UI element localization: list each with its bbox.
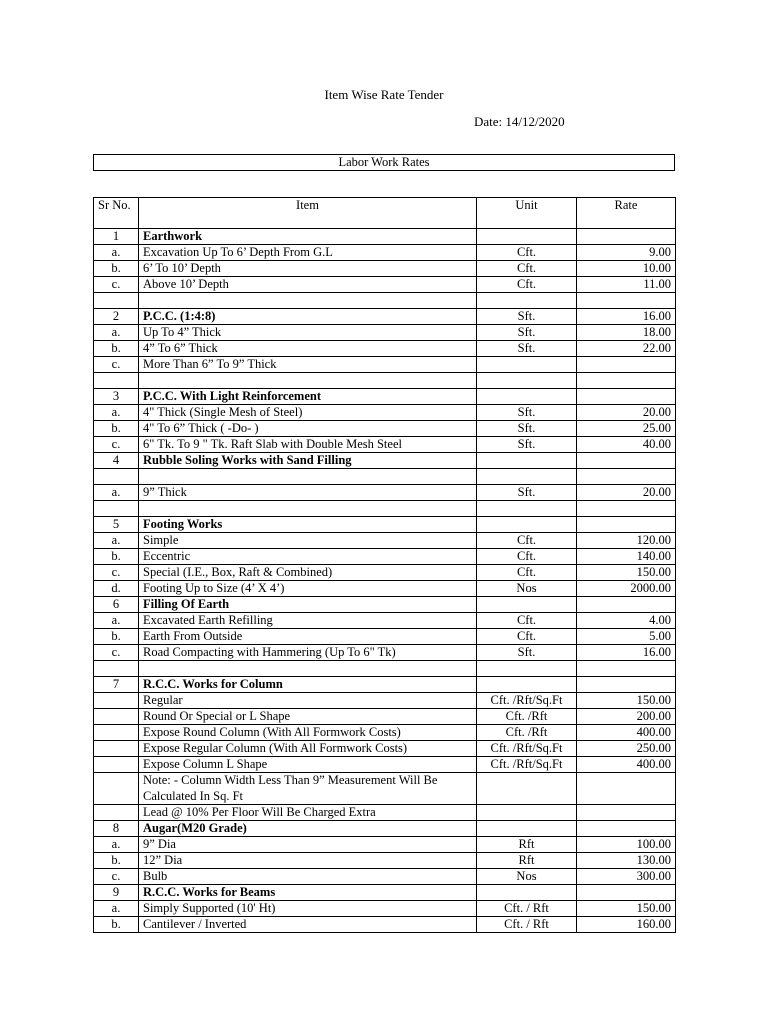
row-item: Up To 4” Thick [139, 325, 477, 341]
row-item: Footing Works [139, 517, 477, 533]
row-item: Simply Supported (10' Ht) [139, 901, 477, 917]
row-item [139, 501, 477, 517]
row-unit: Sft. [477, 485, 577, 501]
row-unit: Cft. /Rft/Sq.Ft [477, 693, 577, 709]
row-unit [477, 389, 577, 405]
row-sr: c. [94, 437, 139, 453]
row-unit: Cft. [477, 549, 577, 565]
row-unit: Cft. /Rft/Sq.Ft [477, 757, 577, 773]
table-row [94, 245, 676, 261]
row-item [139, 373, 477, 389]
row-item: P.C.C. (1:4:8) [139, 309, 477, 325]
row-rate: 300.00 [577, 869, 676, 885]
row-rate: 120.00 [577, 533, 676, 549]
table-title: Labor Work Rates [93, 154, 675, 171]
table-row [94, 421, 676, 437]
row-sr: a. [94, 837, 139, 853]
table-row [94, 325, 676, 341]
header-unit: Unit [477, 198, 577, 229]
row-item: Augar(M20 Grade) [139, 821, 477, 837]
row-item: Special (I.E., Box, Raft & Combined) [139, 565, 477, 581]
row-item: Expose Column L Shape [139, 757, 477, 773]
row-sr: 5 [94, 517, 139, 533]
row-unit: Cft. / Rft [477, 917, 577, 933]
table-row [94, 469, 676, 485]
row-sr: 3 [94, 389, 139, 405]
header-rate: Rate [577, 198, 676, 229]
table-row [94, 853, 676, 869]
row-sr [94, 501, 139, 517]
table-row [94, 293, 676, 309]
row-rate: 9.00 [577, 245, 676, 261]
row-rate: 200.00 [577, 709, 676, 725]
document-title: Item Wise Rate Tender [324, 87, 444, 102]
row-sr: 8 [94, 821, 139, 837]
row-unit: Cft. [477, 245, 577, 261]
table-row [94, 901, 676, 917]
row-rate: 150.00 [577, 565, 676, 581]
row-rate [577, 501, 676, 517]
row-item: 9” Thick [139, 485, 477, 501]
row-rate: 16.00 [577, 645, 676, 661]
row-unit [477, 501, 577, 517]
row-sr [94, 373, 139, 389]
row-sr: 4 [94, 453, 139, 469]
row-rate: 4.00 [577, 613, 676, 629]
row-item: Rubble Soling Works with Sand Filling [139, 453, 477, 469]
row-sr: c. [94, 565, 139, 581]
row-sr: 7 [94, 677, 139, 693]
row-rate: 10.00 [577, 261, 676, 277]
row-unit: Sft. [477, 645, 577, 661]
row-item [139, 293, 477, 309]
row-item: Cantilever / Inverted [139, 917, 477, 933]
row-rate: 150.00 [577, 693, 676, 709]
row-sr: b. [94, 917, 139, 933]
row-item: Excavation Up To 6’ Depth From G.L [139, 245, 477, 261]
table-row [94, 741, 676, 757]
row-unit: Cft. [477, 613, 577, 629]
row-sr: a. [94, 325, 139, 341]
row-unit [477, 469, 577, 485]
row-sr: a. [94, 613, 139, 629]
row-sr: c. [94, 277, 139, 293]
row-item: Expose Round Column (With All Formwork Costs) [139, 725, 477, 741]
table-row [94, 629, 676, 645]
row-unit: Nos [477, 869, 577, 885]
table-row [94, 693, 676, 709]
table-row [94, 757, 676, 773]
row-item: 6" Tk. To 9 " Tk. Raft Slab with Double Mesh Steel [139, 437, 477, 453]
row-unit: Cft. [477, 565, 577, 581]
row-item: Above 10’ Depth [139, 277, 477, 293]
section-row [94, 821, 676, 837]
row-rate [577, 469, 676, 485]
row-unit: Cft. [477, 277, 577, 293]
row-sr [94, 725, 139, 741]
table-row [94, 405, 676, 421]
row-unit: Nos [477, 581, 577, 597]
row-item: Excavated Earth Refilling [139, 613, 477, 629]
row-sr: b. [94, 421, 139, 437]
section-row [94, 597, 676, 613]
table-row [94, 261, 676, 277]
row-rate [577, 517, 676, 533]
row-sr: b. [94, 549, 139, 565]
row-rate [577, 453, 676, 469]
table-row [94, 773, 676, 805]
row-sr: a. [94, 485, 139, 501]
row-item: Note: - Column Width Less Than 9” Measurement Will Be Calculated In Sq. Ft [139, 773, 477, 805]
row-unit: Sft. [477, 325, 577, 341]
header-sr: Sr No. [94, 198, 139, 229]
section-row [94, 389, 676, 405]
row-rate [577, 357, 676, 373]
row-item: 12” Dia [139, 853, 477, 869]
row-rate [577, 229, 676, 245]
row-sr: a. [94, 245, 139, 261]
row-sr [94, 709, 139, 725]
row-item: Regular [139, 693, 477, 709]
row-rate: 5.00 [577, 629, 676, 645]
row-unit: Cft. [477, 261, 577, 277]
table-row [94, 549, 676, 565]
row-sr: b. [94, 629, 139, 645]
table-row [94, 661, 676, 677]
table-row [94, 837, 676, 853]
row-item: P.C.C. With Light Reinforcement [139, 389, 477, 405]
row-unit: Cft. /Rft [477, 709, 577, 725]
row-unit [477, 677, 577, 693]
row-unit [477, 357, 577, 373]
section-row [94, 677, 676, 693]
row-rate: 11.00 [577, 277, 676, 293]
row-unit [477, 885, 577, 901]
table-row [94, 485, 676, 501]
row-rate [577, 677, 676, 693]
row-sr [94, 773, 139, 805]
row-sr [94, 693, 139, 709]
row-item: R.C.C. Works for Column [139, 677, 477, 693]
table-body [94, 229, 676, 933]
row-unit: Sft. [477, 437, 577, 453]
row-item: Eccentric [139, 549, 477, 565]
row-rate: 25.00 [577, 421, 676, 437]
row-item: 4” To 6” Thick [139, 341, 477, 357]
row-item: Road Compacting with Hammering (Up To 6" Tk) [139, 645, 477, 661]
table-header-row [94, 198, 676, 229]
row-sr: c. [94, 357, 139, 373]
row-sr: b. [94, 261, 139, 277]
row-item [139, 661, 477, 677]
row-sr: a. [94, 533, 139, 549]
row-item: Simple [139, 533, 477, 549]
row-rate: 400.00 [577, 725, 676, 741]
row-item: More Than 6” To 9” Thick [139, 357, 477, 373]
section-row [94, 309, 676, 325]
row-sr [94, 805, 139, 821]
table-row [94, 581, 676, 597]
row-unit [477, 597, 577, 613]
row-rate: 2000.00 [577, 581, 676, 597]
row-rate: 150.00 [577, 901, 676, 917]
table-row [94, 709, 676, 725]
row-item: 6’ To 10’ Depth [139, 261, 477, 277]
row-item: 9” Dia [139, 837, 477, 853]
section-row [94, 885, 676, 901]
table-row [94, 613, 676, 629]
row-rate [577, 389, 676, 405]
table-row [94, 869, 676, 885]
row-rate: 16.00 [577, 309, 676, 325]
row-unit [477, 453, 577, 469]
row-unit: Sft. [477, 309, 577, 325]
section-row [94, 517, 676, 533]
row-unit [477, 805, 577, 821]
row-item: Footing Up to Size (4’ X 4’) [139, 581, 477, 597]
row-unit: Cft. /Rft [477, 725, 577, 741]
table-row [94, 373, 676, 389]
row-unit: Cft. / Rft [477, 901, 577, 917]
row-sr: 1 [94, 229, 139, 245]
row-sr: 9 [94, 885, 139, 901]
row-rate [577, 373, 676, 389]
row-unit: Rft [477, 837, 577, 853]
row-item: 4" To 6” Thick ( -Do- ) [139, 421, 477, 437]
row-unit [477, 293, 577, 309]
row-item [139, 469, 477, 485]
row-sr: b. [94, 341, 139, 357]
row-unit [477, 661, 577, 677]
row-sr: 2 [94, 309, 139, 325]
table-row [94, 357, 676, 373]
tender-date: Date: 14/12/2020 [474, 114, 565, 129]
row-rate: 22.00 [577, 341, 676, 357]
row-unit: Sft. [477, 405, 577, 421]
row-item: Bulb [139, 869, 477, 885]
row-sr [94, 293, 139, 309]
row-rate [577, 805, 676, 821]
row-sr: a. [94, 901, 139, 917]
row-item: Expose Regular Column (With All Formwork Costs) [139, 741, 477, 757]
table-row [94, 565, 676, 581]
row-unit [477, 773, 577, 805]
table-row [94, 725, 676, 741]
row-sr: c. [94, 645, 139, 661]
section-row [94, 229, 676, 245]
row-rate [577, 661, 676, 677]
row-rate: 130.00 [577, 853, 676, 869]
table-row [94, 805, 676, 821]
row-rate: 40.00 [577, 437, 676, 453]
row-unit: Sft. [477, 421, 577, 437]
row-unit [477, 229, 577, 245]
row-sr: d. [94, 581, 139, 597]
row-item: Filling Of Earth [139, 597, 477, 613]
row-unit [477, 373, 577, 389]
row-sr [94, 661, 139, 677]
row-sr [94, 741, 139, 757]
rates-table [93, 197, 676, 933]
row-rate [577, 293, 676, 309]
row-rate [577, 773, 676, 805]
row-rate: 100.00 [577, 837, 676, 853]
row-rate: 140.00 [577, 549, 676, 565]
table-row [94, 501, 676, 517]
row-rate [577, 885, 676, 901]
row-rate: 20.00 [577, 405, 676, 421]
row-rate [577, 597, 676, 613]
table-row [94, 917, 676, 933]
table-row [94, 645, 676, 661]
row-item: 4" Thick (Single Mesh of Steel) [139, 405, 477, 421]
row-unit: Cft. [477, 533, 577, 549]
row-rate [577, 821, 676, 837]
row-item: Lead @ 10% Per Floor Will Be Charged Extra [139, 805, 477, 821]
table-row [94, 341, 676, 357]
table-row [94, 277, 676, 293]
row-rate: 250.00 [577, 741, 676, 757]
row-sr [94, 757, 139, 773]
row-unit [477, 821, 577, 837]
row-item: R.C.C. Works for Beams [139, 885, 477, 901]
row-item: Earth From Outside [139, 629, 477, 645]
row-rate: 18.00 [577, 325, 676, 341]
header-item: Item [139, 198, 477, 229]
row-unit: Cft. /Rft/Sq.Ft [477, 741, 577, 757]
row-item: Round Or Special or L Shape [139, 709, 477, 725]
row-unit [477, 517, 577, 533]
row-unit: Sft. [477, 341, 577, 357]
row-sr: b. [94, 853, 139, 869]
row-unit: Rft [477, 853, 577, 869]
row-unit: Cft. [477, 629, 577, 645]
row-sr: c. [94, 869, 139, 885]
row-rate: 160.00 [577, 917, 676, 933]
row-rate: 400.00 [577, 757, 676, 773]
row-sr: 6 [94, 597, 139, 613]
table-row [94, 437, 676, 453]
section-row [94, 453, 676, 469]
row-item: Earthwork [139, 229, 477, 245]
row-rate: 20.00 [577, 485, 676, 501]
row-sr: a. [94, 405, 139, 421]
table-row [94, 533, 676, 549]
row-sr [94, 469, 139, 485]
